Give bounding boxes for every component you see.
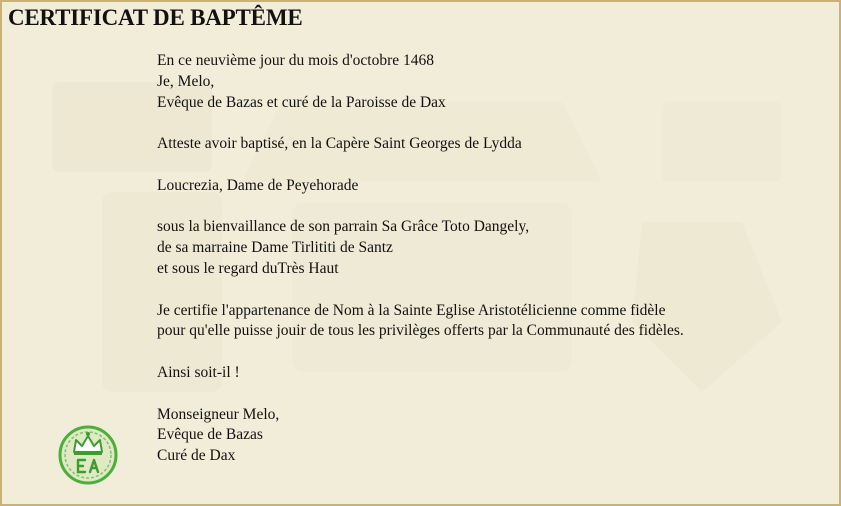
paragraph-attestation — [157, 134, 684, 155]
text-line: Monseigneur Melo, — [157, 405, 280, 423]
text-line: Loucrezia, Dame de Peyehorade — [157, 176, 359, 194]
certificate-body — [157, 51, 684, 467]
text-line: Ainsi soit-il ! — [157, 363, 240, 381]
text-line: sous la bienvaillance de son parrain Sa Grâce Toto Dangely, — [157, 218, 530, 236]
paragraph-godparents — [157, 217, 684, 279]
text-line: Evêque de Bazas — [157, 426, 263, 444]
crown-seal-icon — [57, 424, 119, 486]
text-line: Evêque de Bazas et curé de la Paroisse de Dax — [157, 93, 446, 111]
paragraph-opening — [157, 51, 684, 113]
text-line: Atteste avoir baptisé, en la Capère Saint Georges de Lydda — [157, 135, 522, 153]
paragraph-amen — [157, 363, 684, 384]
text-line: Je, Melo, — [157, 72, 215, 90]
paragraph-certification — [157, 301, 684, 343]
text-line: pour qu'elle puisse jouir de tous les privilèges offerts par la Communauté des fidèles. — [157, 322, 684, 340]
text-line: Je certifie l'appartenance de Nom à la Sainte Eglise Aristotélicienne comme fidèle — [157, 301, 666, 319]
paragraph-baptized-name — [157, 176, 684, 197]
paragraph-signature — [157, 405, 684, 467]
text-line: et sous le regard duTrès Haut — [157, 259, 339, 277]
text-line: Curé de Dax — [157, 447, 236, 465]
text-line: de sa marraine Dame Tirlititi de Santz — [157, 239, 393, 257]
certificate-title: CERTIFICAT DE BAPTÊME — [8, 5, 303, 30]
text-line: En ce neuvième jour du mois d'octobre 1468 — [157, 52, 434, 69]
